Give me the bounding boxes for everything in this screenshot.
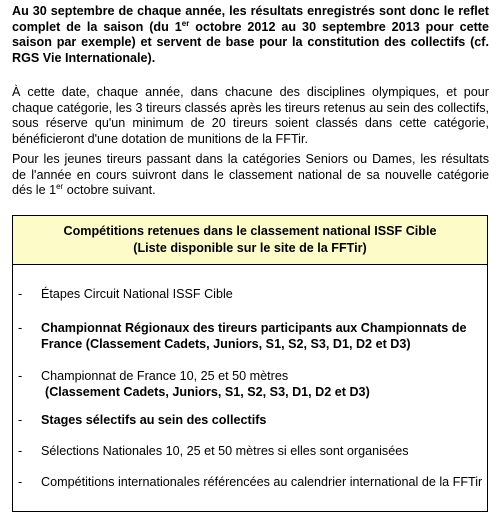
list-item-line: Championnat de France 10, 25 et 50 mètres (41, 369, 289, 383)
list-item-text (41, 368, 483, 400)
paragraph3-text-end: octobre suivant. (63, 183, 156, 198)
competitions-box (12, 215, 488, 512)
list-dash: - (18, 287, 23, 301)
list-item-text: Sélections Nationales 10, 25 et 50 mètres si elles sont organisées (41, 444, 409, 458)
list-dash: - (18, 413, 23, 427)
list-dash: - (18, 369, 23, 383)
paragraph-young-shooters (12, 152, 489, 199)
competitions-box-title: Compétitions retenues dans le classement national ISSF Cible (63, 224, 437, 238)
paragraph1-text-start: Au 30 septembre de chaque année, les résultats enregistrés sont donc le reflet complet de la saison (du 1 (12, 4, 489, 34)
ordinal-superscript: er (181, 18, 190, 28)
paragraph1-text-end: octobre 2012 au 30 septembre 2013 pour cette saison par exemple) et servent de base pour la constitution des collectifs (cf. RGS Vie Internationale). (12, 19, 489, 65)
list-item-line: France (Classement Cadets, Juniors, S1, S2, S3, D1, D2 et D3) (41, 337, 411, 351)
list-dash: - (18, 475, 23, 489)
list-dash: - (18, 444, 23, 458)
competitions-box-header (13, 216, 487, 265)
list-item-line: (Classement Cadets, Juniors, S1, S2, S3, D1, D2 et D3) (45, 385, 370, 399)
list-item-text (41, 320, 483, 352)
competitions-box-subtitle: (Liste disponible sur le site de la FFTir) (133, 241, 367, 255)
list-item-text: Étapes Circuit National ISSF Cible (41, 287, 233, 301)
paragraph-ammunition-allocation: À cette date, chaque année, dans chacune des disciplines olympiques, et pour chaque catégorie, les 3 tireurs classés après les tireurs retenus au sein des collectifs, sous réserve qu'un minimum de 20 tireurs soient classés dans cette catégorie, bénéficieront d'une dotation de munitions de la FFTir. (12, 85, 489, 146)
list-dash: - (18, 321, 23, 335)
paragraph-results-reflect-season (12, 4, 489, 66)
list-item-text: Compétitions internationales référencées au calendrier international de la FFTir (41, 475, 483, 489)
list-item-text: Stages sélectifs au sein des collectifs (41, 413, 267, 427)
paragraph3-text-start: Pour les jeunes tireurs passant dans la catégories Seniors ou Dames, les résultats de l'année en cours suivront dans le classement national de sa nouvelle catégorie dés le 1 (12, 152, 489, 198)
ordinal-superscript: er (56, 182, 64, 191)
list-item-line: Championnat Régionaux des tireurs participants aux Championnats de (41, 321, 467, 335)
